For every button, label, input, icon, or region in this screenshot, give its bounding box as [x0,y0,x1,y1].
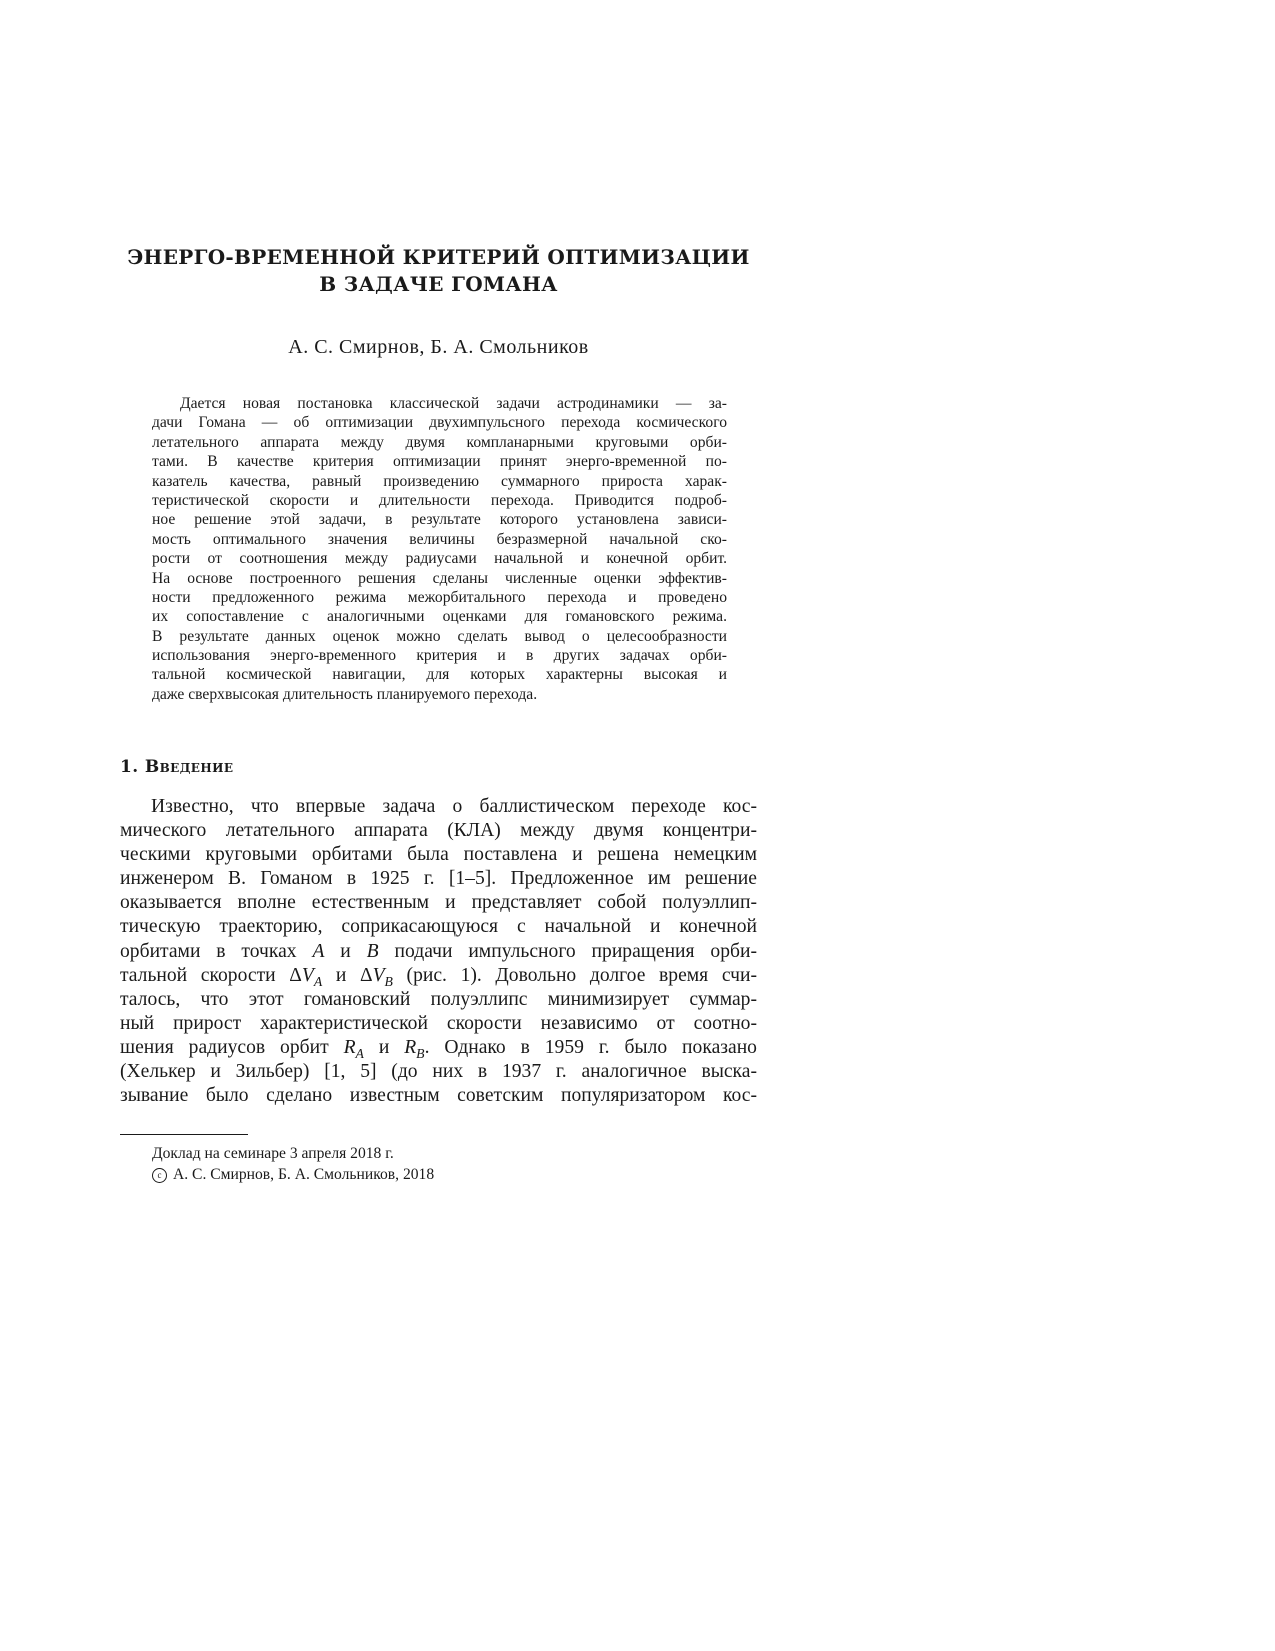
abstract-line: их сопоставление с аналогичными оценками для гомановского режима. [152,608,727,626]
section-heading: 1. Введение [120,757,234,777]
copyright-icon: c [152,1168,167,1183]
paper-title [120,244,757,298]
body-line: шения радиусов орбит $R_A$ и $R_B$. Однако в 1959 г. было показано [120,1036,757,1061]
body-line: (Хелькер и Зильбер) [1, 5] (до них в 1937 г. аналогичное выска- [120,1061,757,1083]
body-line: инженером В. Гоманом в 1925 г. [1–5]. Предложенное им решение [120,868,757,890]
section-body [120,795,757,1108]
abstract [152,394,727,704]
abstract-line: дачи Гомана — об оптимизации двухимпульсного перехода космического [152,414,727,432]
body-line: ный прирост характеристической скорости независимо от соотно- [120,1012,757,1034]
body-line: тальной скорости $\Delta V_A$ и $\Delta V_B$ (рис. 1). Довольно долгое время счи- [120,964,757,989]
body-line: тическую траекторию, соприкасающуюся с начальной и конечной [120,916,757,938]
body-line: зывание было сделано известным советским популяризатором кос- [120,1085,757,1107]
abstract-line: ное решение этой задачи, в результате которого установлена зависи- [152,511,727,529]
abstract-line: летательного аппарата между двумя компланарными круговыми орби- [152,433,727,451]
abstract-line: теристической скорости и длительности перехода. Приводится подроб- [152,491,727,509]
abstract-line: ности предложенного режима межорбитального перехода и проведено [152,588,727,606]
footnotes [152,1143,434,1185]
abstract-line: На основе построенного решения сделаны численные оценки эффектив- [152,569,727,587]
abstract-line: казатель качества, равный произведению суммарного прироста харак- [152,472,727,490]
abstract-line: мость оптимального значения величины безразмерной начальной ско- [152,530,727,548]
body-line: мического летательного аппарата (КЛА) между двумя концентри- [120,820,757,842]
body-line: талось, что этот гомановский полуэллипс минимизирует суммар- [120,988,757,1010]
abstract-line: даже сверхвысокая длительность планируемого перехода. [152,685,538,703]
abstract-line: использования энерго-временного критерия и в других задачах орби- [152,647,727,665]
abstract-line: тами. В качестве критерия оптимизации принят энерго-временной по- [152,453,727,471]
body-line: орбитами в точках A и B подачи импульсного приращения орби- [120,940,758,962]
body-line: ческими круговыми орбитами была поставлена и решена немецким [120,844,757,866]
title-line-2: В ЗАДАЧЕ ГОМАНА [319,272,558,296]
abstract-line: тальной космической навигации, для которых характерны высокая и [152,666,727,684]
abstract-line: Дается новая постановка классической задачи астродинамики — за- [180,395,727,412]
abstract-line: В результате данных оценок можно сделать вывод о целесообразности [152,627,727,645]
abstract-line: рости от соотношения между радиусами начальной и конечной орбит. [152,550,727,568]
footnote-rule [120,1134,248,1135]
body-line: Известно, что впервые задача о баллистическом переходе кос- [151,796,757,817]
title-line-1: ЭНЕРГО-ВРЕМЕННОЙ КРИТЕРИЙ ОПТИМИЗАЦИИ [127,245,750,269]
authors: А. С. Смирнов, Б. А. Смольников [288,336,589,358]
copyright-text: А. С. Смирнов, Б. А. Смольников, 2018 [173,1166,435,1183]
footnote-copyright [152,1164,434,1185]
footnote-report: Доклад на семинаре 3 апреля 2018 г. [152,1145,394,1162]
body-line: оказывается вполне естественным и представляет собой полуэллип- [120,892,757,914]
